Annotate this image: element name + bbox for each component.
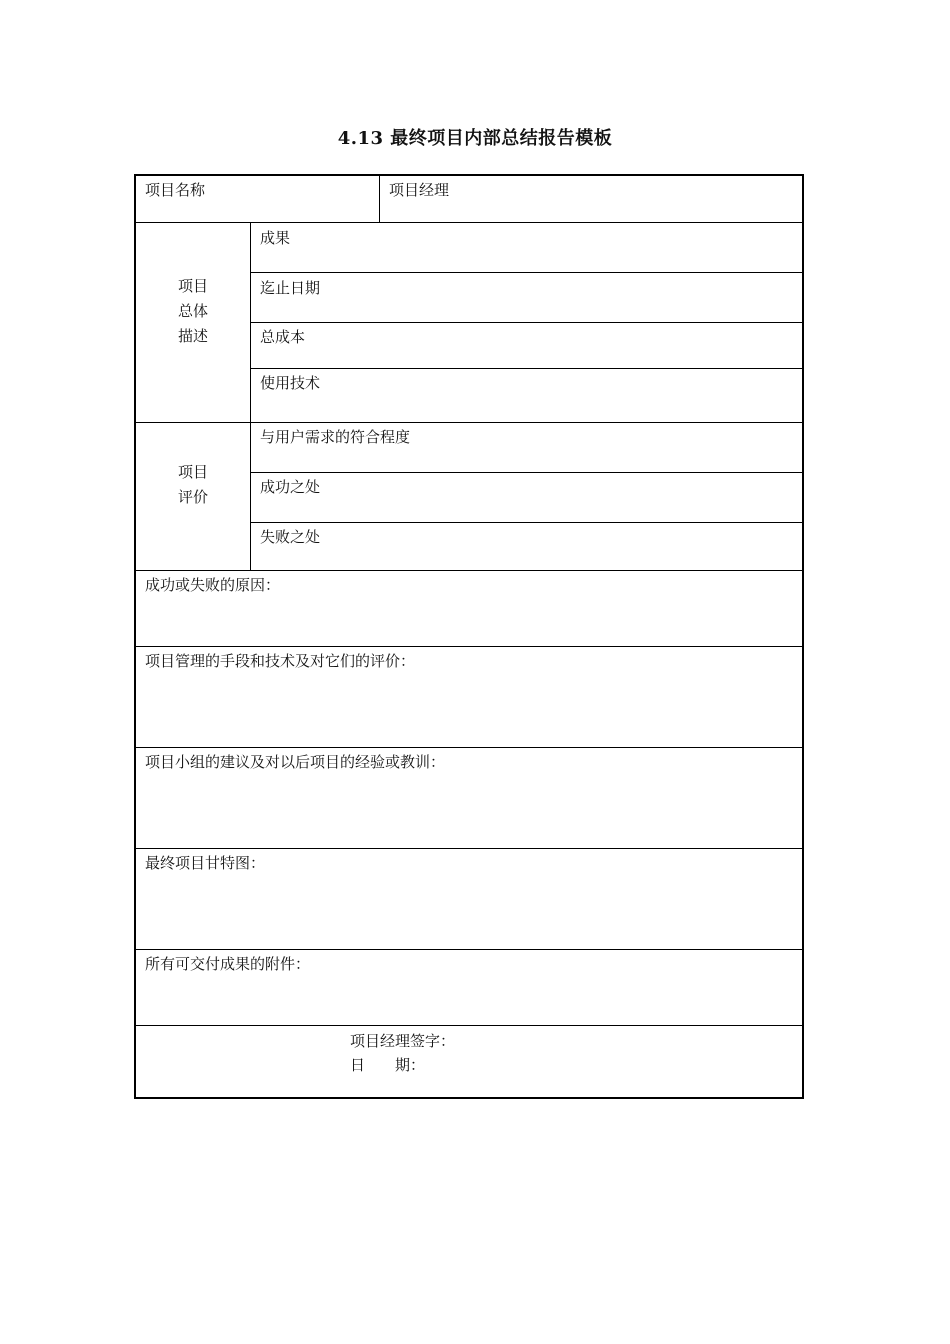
row-divider bbox=[136, 949, 802, 950]
row-divider bbox=[136, 747, 802, 748]
column-divider bbox=[250, 222, 251, 570]
row-divider bbox=[250, 322, 802, 323]
field-failures: 失败之处 bbox=[260, 528, 321, 546]
row-divider bbox=[136, 222, 802, 223]
project-manager-label: 项目经理 bbox=[389, 181, 450, 199]
row-divider bbox=[250, 472, 802, 473]
evaluation-group-label: 项目 评价 bbox=[177, 463, 208, 506]
row-divider bbox=[136, 646, 802, 647]
field-technology: 使用技术 bbox=[260, 374, 321, 392]
section-deliverables: 所有可交付成果的附件： bbox=[145, 955, 311, 973]
section-pm-methods: 项目管理的手段和技术及对它们的评价： bbox=[145, 652, 416, 670]
row-divider bbox=[250, 272, 802, 273]
field-total-cost: 总成本 bbox=[260, 328, 306, 346]
page-title: 4.13 最终项目内部总结报告模板 bbox=[337, 128, 613, 149]
row-divider bbox=[250, 522, 802, 523]
section-gantt-chart: 最终项目甘特图： bbox=[145, 854, 266, 872]
report-form bbox=[134, 174, 804, 1099]
section-team-lessons: 项目小组的建议及对以后项目的经验或教训： bbox=[145, 753, 446, 771]
field-result: 成果 bbox=[260, 229, 291, 247]
row-divider bbox=[136, 570, 802, 571]
section-reasons: 成功或失败的原因： bbox=[145, 576, 281, 594]
field-date-range: 迄止日期 bbox=[260, 279, 321, 297]
column-divider bbox=[379, 176, 380, 222]
row-divider bbox=[136, 422, 802, 423]
row-divider bbox=[136, 848, 802, 849]
overview-group-label: 项目 总体 描述 bbox=[177, 277, 208, 345]
date-label: 日 期： bbox=[350, 1056, 426, 1074]
field-successes: 成功之处 bbox=[260, 478, 321, 496]
manager-signature-label: 项目经理签字： bbox=[350, 1032, 456, 1050]
row-divider bbox=[136, 1025, 802, 1026]
row-divider bbox=[250, 368, 802, 369]
field-requirement-fit: 与用户需求的符合程度 bbox=[260, 428, 411, 446]
project-name-label: 项目名称 bbox=[145, 181, 206, 199]
